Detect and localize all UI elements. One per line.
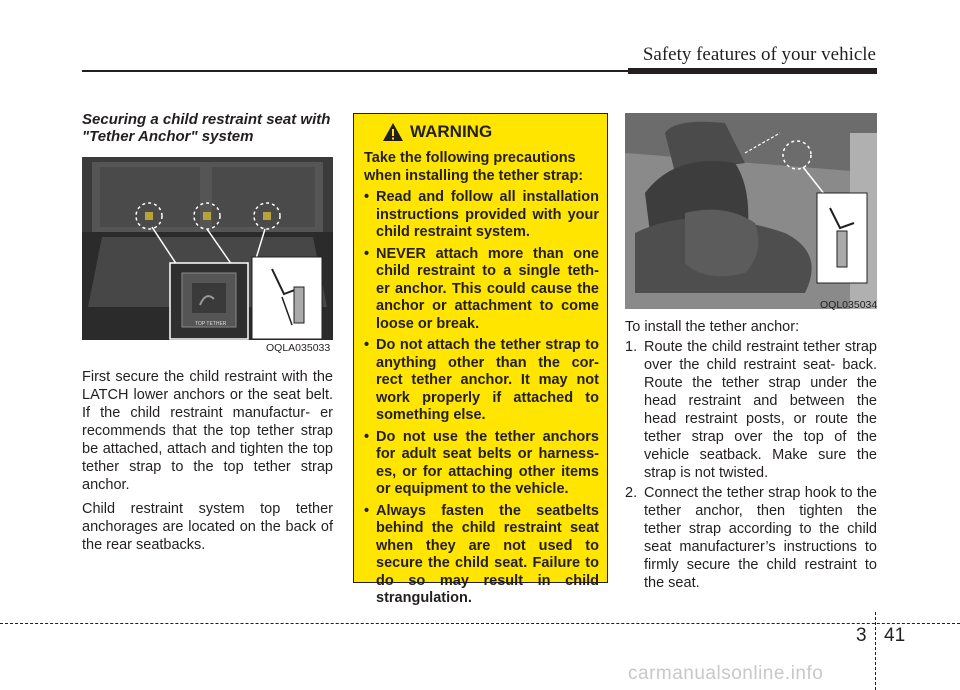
step-item xyxy=(625,484,877,592)
install-steps xyxy=(625,318,877,594)
footer-rule xyxy=(0,623,960,624)
warning-item: • Do not attach the tether strap to anything other than the cor- rect tether anchor. It may not work properly if attached to something else. xyxy=(364,337,599,425)
warning-heading: WARNING xyxy=(410,122,493,141)
steps-lead: To install the tether anchor: xyxy=(625,319,800,335)
section-title: Securing a child restraint seat with "Tether Anchor" system xyxy=(82,111,331,145)
warning-triangle-icon xyxy=(382,122,404,142)
page-number: 41 xyxy=(884,625,906,646)
warning-header xyxy=(382,122,599,142)
left-body-text xyxy=(82,368,333,560)
running-header: Safety features of your vehicle xyxy=(642,44,876,65)
warning-intro: Take the following precautions when installing the tether strap: xyxy=(364,150,584,184)
warning-list xyxy=(364,189,599,608)
step-text: Connect the tether strap hook to the tether anchor, then tighten the tether strap according to the child seat manufacturer’s instructions to firmly secure the child restraint to the seat. xyxy=(644,485,877,591)
watermark: carmanualsonline.info xyxy=(628,663,824,684)
figure-code-left: OQLA035033 xyxy=(266,342,331,354)
header-rule-thick xyxy=(628,68,877,74)
paragraph: Child restraint system top tether anchorages are located on the back of the rear seatbacks. xyxy=(82,501,333,553)
cargo-anchor-figure xyxy=(82,157,333,340)
child-seat-figure xyxy=(625,113,877,309)
top-tether-tag: TOP TETHER xyxy=(195,321,227,327)
figure-code-right: OQL035034 xyxy=(820,299,878,311)
steps-list xyxy=(625,338,877,592)
warning-item: • Always fasten the seatbelts behind the child restraint seat when they are not used to secure the child seat. Failure to do so may result in child strangulation. xyxy=(364,503,599,608)
step-number: 2. xyxy=(625,485,638,501)
step-number: 1. xyxy=(625,339,638,355)
step-item xyxy=(625,338,877,482)
warning-box xyxy=(353,113,608,606)
chapter-number: 3 xyxy=(856,625,867,646)
warning-item: • Read and follow all installation instructions provided with your child restraint system. xyxy=(364,189,599,242)
warning-item: • NEVER attach more than one child restraint to a single teth- er anchor. This could cause the anchor or attachment to come loose or break. xyxy=(364,246,599,334)
step-text: Route the child restraint tether strap over the child restraint seat- back. Route the tether strap under the head restraint and between the head restraint posts, or route the tether strap over the top of the vehicle seatback. Make sure the strap is not twisted. xyxy=(644,339,877,481)
footer-separator xyxy=(875,612,876,690)
warning-item: • Do not use the tether anchors for adult seat belts or harness- es, or for attaching other items or equipment to the vehicle. xyxy=(364,429,599,499)
paragraph: First secure the child restraint with the LATCH lower anchors or the seat belt. If the child restraint manufactur- er recommends that the top tether strap be attached, attach and tighten the top tether strap to the top tether strap anchor. xyxy=(82,369,333,493)
